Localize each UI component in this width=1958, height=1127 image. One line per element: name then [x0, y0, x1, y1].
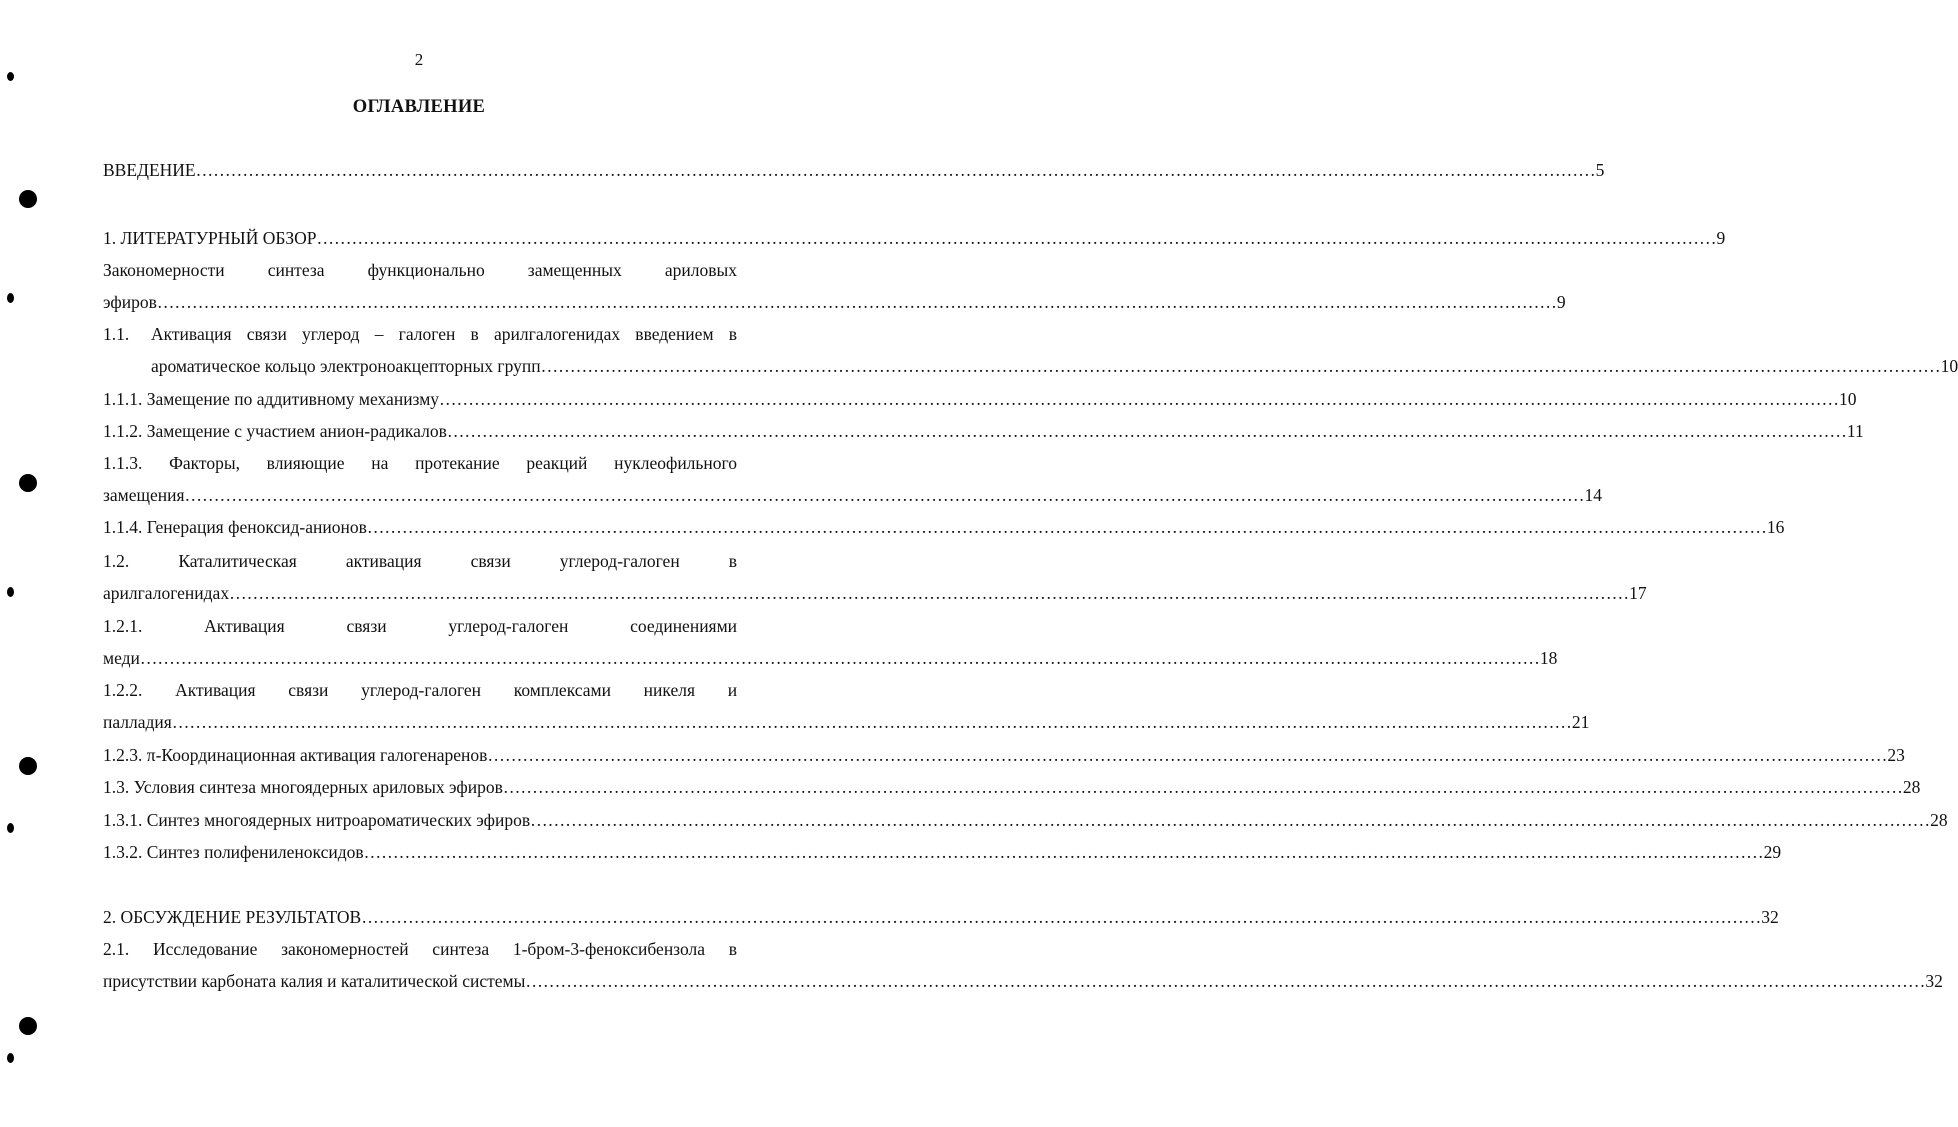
toc-entry-chapter-1[interactable]: 1. ЛИТЕРАТУРНЫЙ ОБЗОР …………………………………………………………………………………………………………………………………………………………………………………………………………………… 9: [103, 228, 1726, 248]
toc-entry-1-2-line2[interactable]: арилгалогенидах …………………………………………………………………………………………………………………………………………………………………………………………………………………… 17: [103, 583, 1647, 603]
toc-entry-1-1-line2[interactable]: ароматическое кольцо электроноакцепторных групп …………………………………………………………………………………………………………………………………………………………………………………………………………………… 10: [151, 356, 1958, 376]
toc-entry-1-2-2-line1[interactable]: 1.2.2. Активация связи углерод-галоген комплексами никеля и: [103, 680, 738, 700]
toc-entry-1-1-3-line1[interactable]: 1.1.3. Факторы, влияющие на протекание реакций нуклеофильного: [103, 453, 738, 473]
toc-entry-1-1-4[interactable]: 1.1.4. Генерация феноксид-анионов …………………………………………………………………………………………………………………………………………………………………………………………………………………… 16: [103, 517, 1785, 537]
binding-mark: [7, 293, 14, 303]
binding-mark: [7, 1053, 14, 1063]
binding-mark: [19, 474, 37, 492]
toc-entry-regularities-line2[interactable]: эфиров …………………………………………………………………………………………………………………………………………………………………………………………………………………… 9: [103, 292, 1566, 312]
toc-entry-regularities-line1[interactable]: Закономерности синтеза функционально замещенных ариловых: [103, 260, 738, 280]
toc-entry-1-1-1[interactable]: 1.1.1. Замещение по аддитивному механизму …………………………………………………………………………………………………………………………………………………………………………………………………………………… 10: [103, 389, 1857, 409]
toc-entry-1-2-1-line1[interactable]: 1.2.1. Активация связи углерод-галоген соединениями: [103, 616, 738, 636]
binding-mark: [19, 757, 37, 775]
toc-entry-2-1-line2[interactable]: присутствии карбоната калия и каталитической системы …………………………………………………………………………………………………………………………………………………………………………………………………………………… 32: [103, 971, 1943, 991]
binding-mark: [19, 1017, 37, 1035]
toc-entry-chapter-2[interactable]: 2. ОБСУЖДЕНИЕ РЕЗУЛЬТАТОВ …………………………………………………………………………………………………………………………………………………………………………………………………………………… 32: [103, 907, 1779, 927]
page-title: ОГЛАВЛЕНИЕ: [352, 97, 486, 117]
toc-entry-1-1-2[interactable]: 1.1.2. Замещение с участием анион-радикалов …………………………………………………………………………………………………………………………………………………………………………………………………………………… 11: [103, 421, 1864, 441]
page-number: 2: [414, 50, 424, 69]
toc-entry-1-3-1[interactable]: 1.3.1. Синтез многоядерных нитроароматических эфиров …………………………………………………………………………………………………………………………………………………………………………………………………………………… 28: [103, 810, 1948, 830]
binding-mark: [7, 823, 14, 833]
toc-entry-1-1-line1[interactable]: Активация связи углерод – галоген в арилгалогенидах введением в: [151, 324, 737, 344]
toc-section-number: 1.1.: [103, 324, 130, 344]
toc-entry-1-3-2[interactable]: 1.3.2. Синтез полифениленоксидов …………………………………………………………………………………………………………………………………………………………………………………………………………………… 29: [103, 842, 1782, 862]
toc-entry-intro[interactable]: ВВЕДЕНИЕ …………………………………………………………………………………………………………………………………………………………………………………………………………………… 5: [103, 160, 1605, 180]
binding-mark: [19, 190, 37, 208]
toc-entry-1-2-1-line2[interactable]: меди …………………………………………………………………………………………………………………………………………………………………………………………………………………… 18: [103, 648, 1558, 668]
toc-entry-1-2-line1[interactable]: 1.2. Каталитическая активация связи углерод-галоген в: [103, 551, 738, 571]
toc-entry-1-2-3[interactable]: 1.2.3. π-Координационная активация галогенаренов …………………………………………………………………………………………………………………………………………………………………………………………………………………… 23: [103, 745, 1905, 765]
binding-mark: [7, 587, 14, 597]
toc-entry-2-1-line1[interactable]: 2.1. Исследование закономерностей синтеза 1-бром-3-феноксибензола в: [103, 939, 737, 959]
toc-entry-1-1-3-line2[interactable]: замещения …………………………………………………………………………………………………………………………………………………………………………………………………………………… 14: [103, 485, 1603, 505]
toc-entry-1-3[interactable]: 1.3. Условия синтеза многоядерных ариловых эфиров …………………………………………………………………………………………………………………………………………………………………………………………………………………… 28: [103, 777, 1921, 797]
binding-mark: [7, 72, 14, 81]
toc-entry-1-2-2-line2[interactable]: палладия …………………………………………………………………………………………………………………………………………………………………………………………………………………… 21: [103, 712, 1590, 732]
